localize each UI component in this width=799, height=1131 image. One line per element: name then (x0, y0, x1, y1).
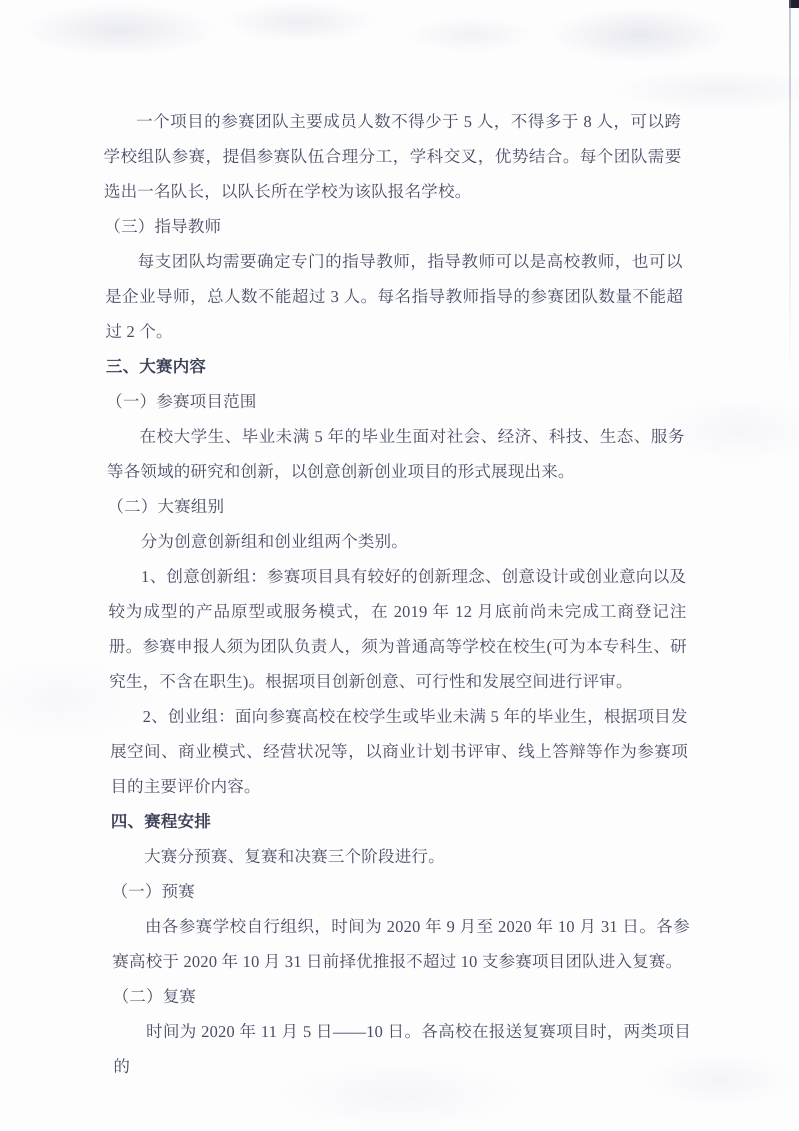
subheading-instructors: （三）指导教师 (104, 217, 222, 236)
scan-edge-line-artifact (789, 0, 791, 380)
paragraph-instructors: 每支团队均需要确定专门的指导教师，指导教师可以是高校教师，也可以是企业导师，总人数不能超过 3 人。每名指导教师指导的参赛团队数量不能超过 2 个。 (104, 252, 684, 341)
subheading-semifinal-round: （二）复赛 (112, 987, 197, 1006)
subheading-preliminary-round: （一）预赛 (111, 882, 196, 901)
paragraph-schedule-intro: 大赛分预赛、复赛和决赛三个阶段进行。 (144, 847, 445, 866)
paragraph-entrepreneurship-group: 2、创业组：面向参赛高校在校学生或毕业未满 5 年的毕业生，根据项目发展空间、商业模式、经营状况等，以商业计划书评审、线上答辩等作为参赛项目的主要评价内容。 (109, 707, 689, 796)
subheading-contest-groups: （二）大赛组别 (107, 497, 225, 516)
paragraph-semifinal-round: 时间为 2020 年 11 月 5 日——10 日。各高校在报送复赛项目时，两类项目的 (113, 1022, 692, 1076)
subheading-project-scope: （一）参赛项目范围 (106, 392, 257, 411)
paragraph-groups-intro: 分为创意创新组和创业组两个类别。 (140, 532, 409, 551)
heading-schedule: 四、赛程安排 (110, 812, 212, 831)
paragraph-team-size: 一个项目的参赛团队主要成员人数不得少于 5 人，不得多于 8 人，可以跨学校组队参赛，提倡参赛队伍合理分工，学科交叉，优势结合。每个团队需要选出一名队长，以队长所在学校为该队报名学校。 (103, 112, 682, 201)
heading-contest-content: 三、大赛内容 (105, 357, 207, 376)
paragraph-innovation-group: 1、创意创新组：参赛项目具有较好的创新理念、创意设计或创业意向以及较为成型的产品原型或服务模式，在 2019 年 12 月底前尚未完成工商登记注册。参赛申报人须为团队负责人，须为普通高等学校在校生(可为本专科生、研究生，不含在职生)。根据项目创新创意、可行性和发展空间进行评审。 (108, 567, 687, 691)
paragraph-preliminary-round: 由各参赛学校自行组织，时间为 2020 年 9 月至 2020 年 10 月 31 日。各参赛高校于 2020 年 10 月 31 日前择优推报不超过 10 支参赛项目团队进入复赛。 (112, 917, 691, 971)
document-body (103, 104, 692, 1084)
paragraph-project-scope: 在校大学生、毕业未满 5 年的毕业生面对社会、经济、科技、生态、服务等各领域的研究和创新，以创意创新创业项目的形式展现出来。 (106, 427, 685, 481)
